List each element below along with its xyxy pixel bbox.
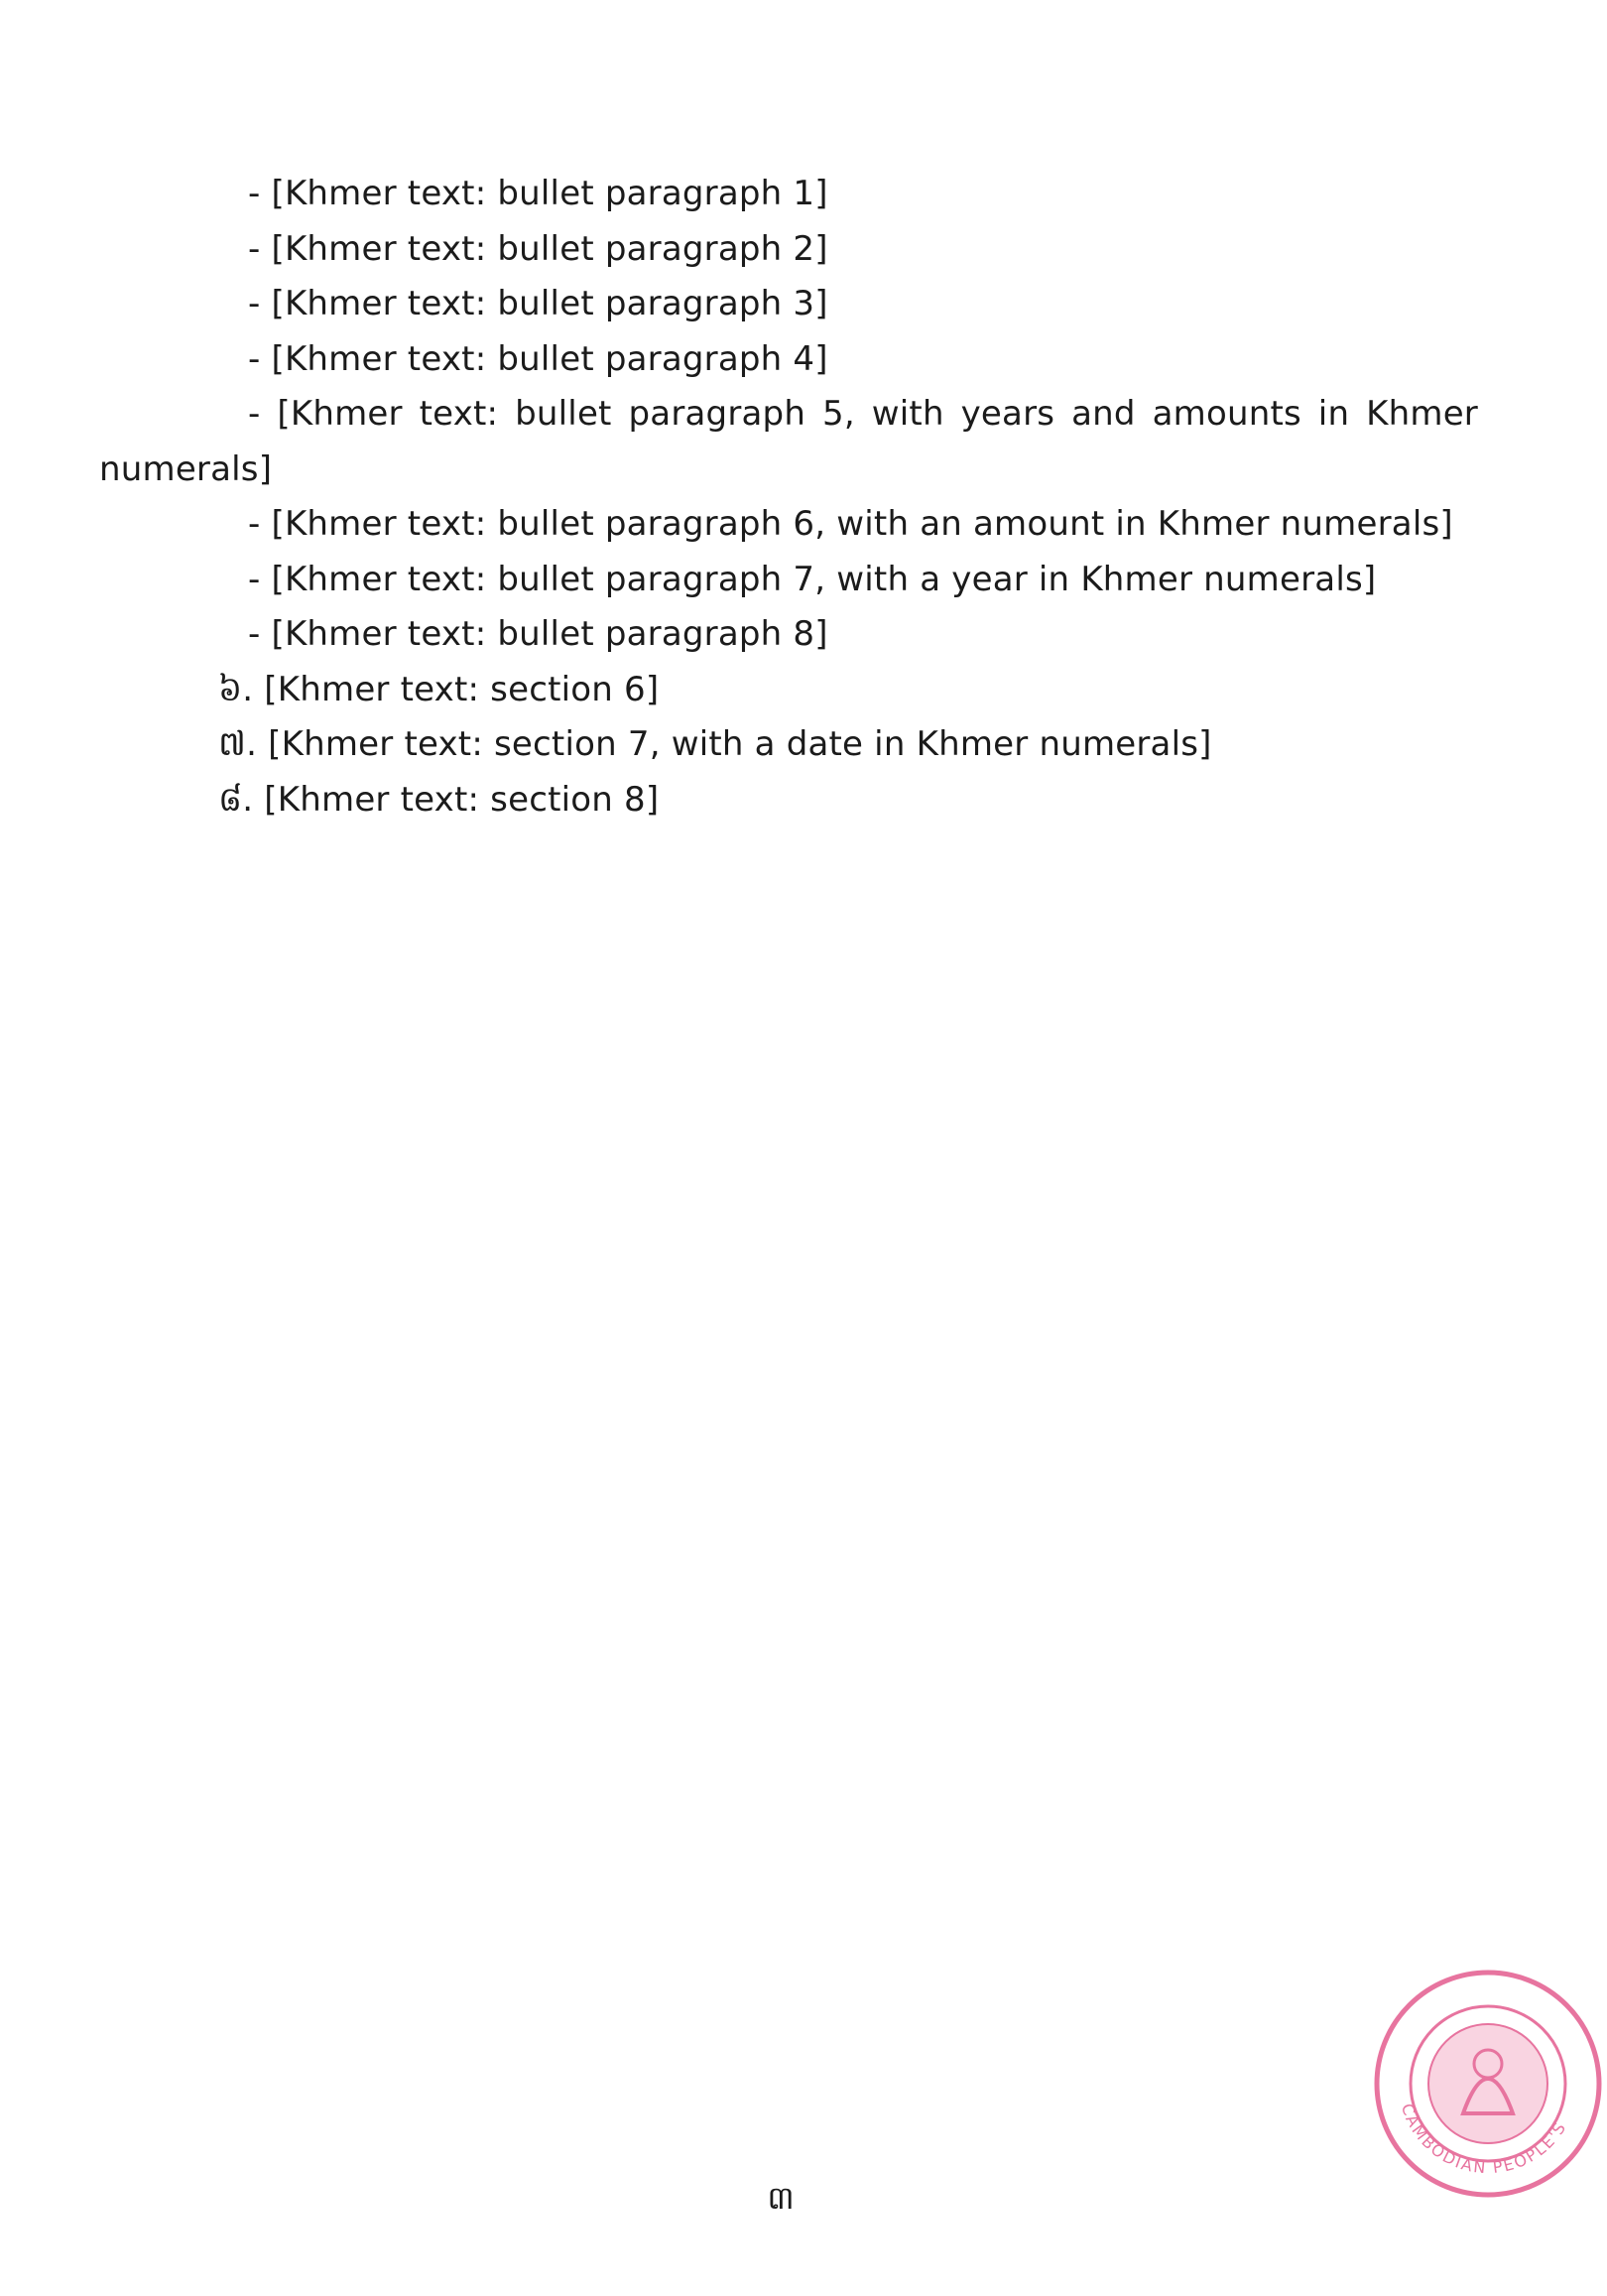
- bullet-paragraph-7: - [Khmer text: bullet paragraph 7, with a year in Khmer numerals]: [248, 559, 1377, 599]
- page-number: ៣: [767, 2179, 795, 2217]
- section-6-paragraph: ៦. [Khmer text: section 6]: [218, 669, 660, 709]
- bullet-paragraph-8: - [Khmer text: bullet paragraph 8]: [248, 614, 828, 654]
- bullet-paragraph-3: - [Khmer text: bullet paragraph 3]: [248, 284, 828, 323]
- section-7-paragraph: ៧. [Khmer text: section 7, with a date in Khmer numerals]: [218, 724, 1212, 764]
- bullet-paragraph-4: - [Khmer text: bullet paragraph 4]: [248, 338, 828, 379]
- section-8-paragraph: ៨. [Khmer text: section 8]: [218, 779, 660, 820]
- party-seal-stamp: [1369, 1965, 1607, 2203]
- bullet-paragraph-6: - [Khmer text: bullet paragraph 6, with an amount in Khmer numerals]: [248, 504, 1453, 544]
- bullet-paragraph-2: - [Khmer text: bullet paragraph 2]: [248, 228, 828, 269]
- document-body: [99, 167, 1478, 828]
- bullet-paragraph-1: - [Khmer text: bullet paragraph 1]: [248, 174, 828, 213]
- bullet-paragraph-5: - [Khmer text: bullet paragraph 5, with years and amounts in Khmer numerals]: [99, 394, 1478, 489]
- seal-outer-text: CAMBODIAN PEOPLE'S: [1397, 2101, 1571, 2178]
